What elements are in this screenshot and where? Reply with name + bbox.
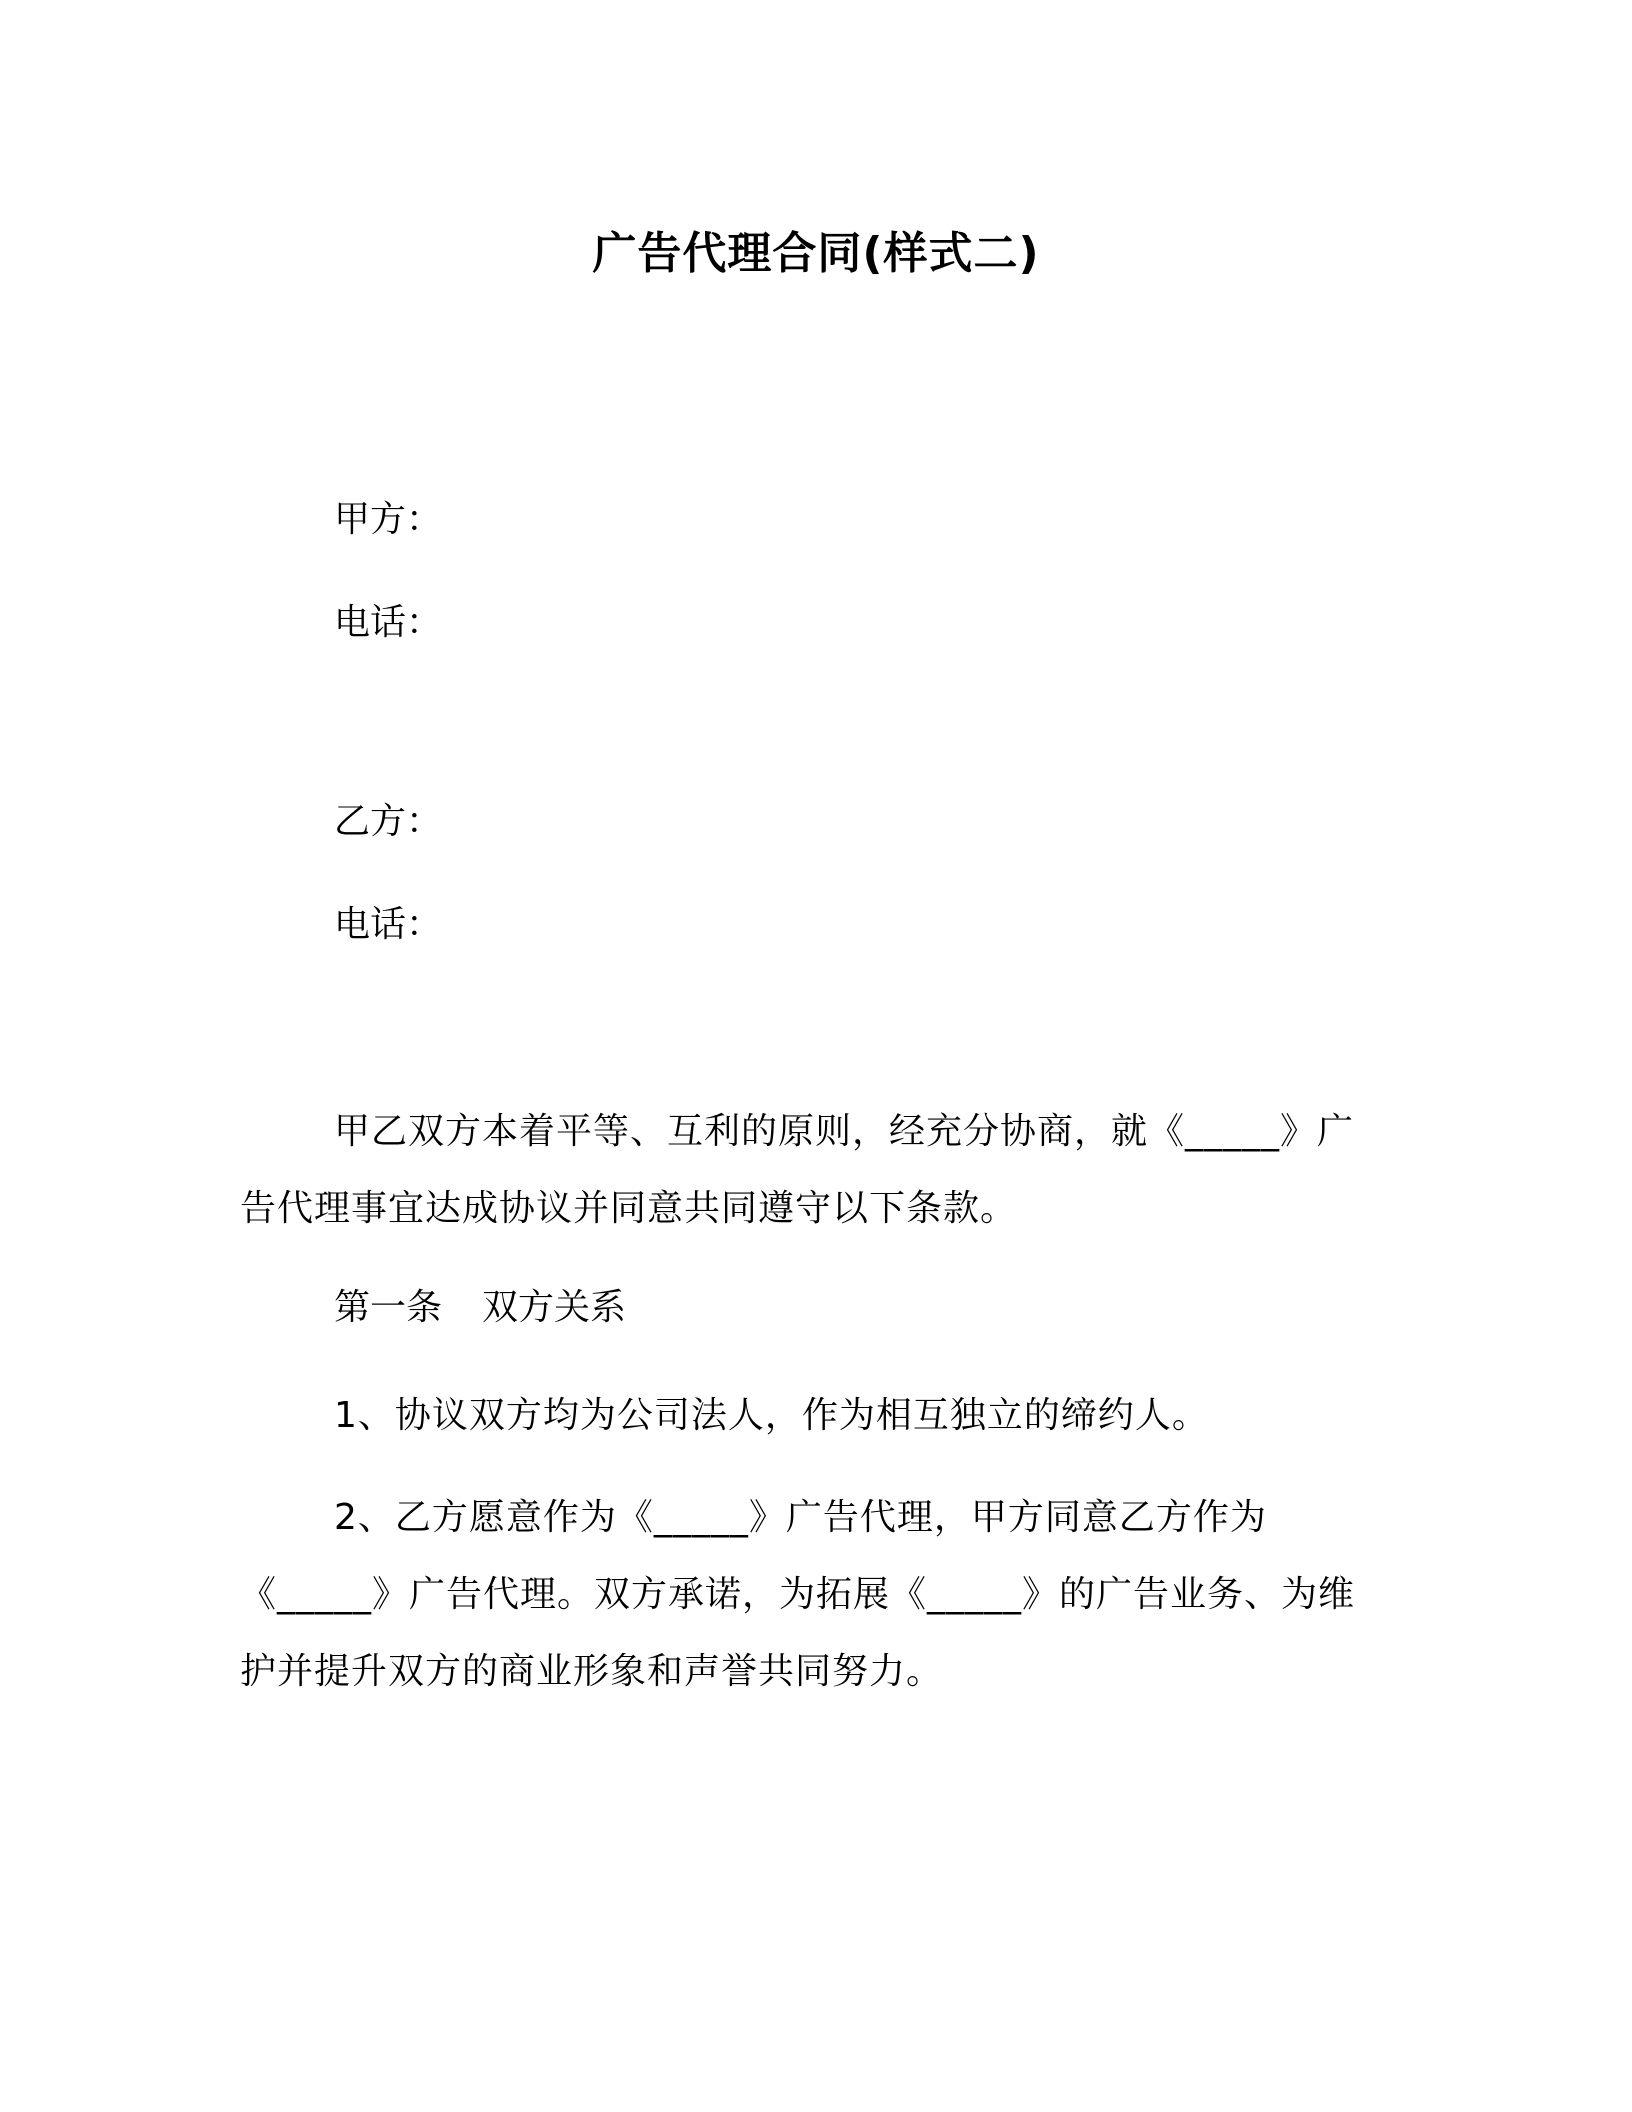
- clause-1: 1、协议双方均为公司法人，作为相互独立的缔约人。: [334, 1395, 1209, 1436]
- party-b-label: 乙方：: [334, 801, 443, 842]
- article-1-heading: [334, 1282, 626, 1334]
- party-a-phone-label: 电话：: [334, 602, 443, 643]
- party-b-phone-label: 电话：: [334, 904, 443, 945]
- party-a-label: 甲方：: [334, 499, 443, 540]
- document-title: 广告代理合同(样式二): [592, 228, 1040, 279]
- article-1-title: 双方关系: [482, 1287, 627, 1328]
- preamble-paragraph: 甲乙双方本着平等、互利的原则，经充分协商，就《_____》广告代理事宜达成协议并同意共同遵守以下条款。: [240, 1111, 1355, 1229]
- clause-2: 2、乙方愿意作为《_____》广告代理，甲方同意乙方作为《_____》广告代理。双方承诺，为拓展《_____》的广告业务、为维护并提升双方的商业形象和声誉共同努力。: [240, 1497, 1356, 1692]
- article-1-number: 第一条: [334, 1287, 443, 1328]
